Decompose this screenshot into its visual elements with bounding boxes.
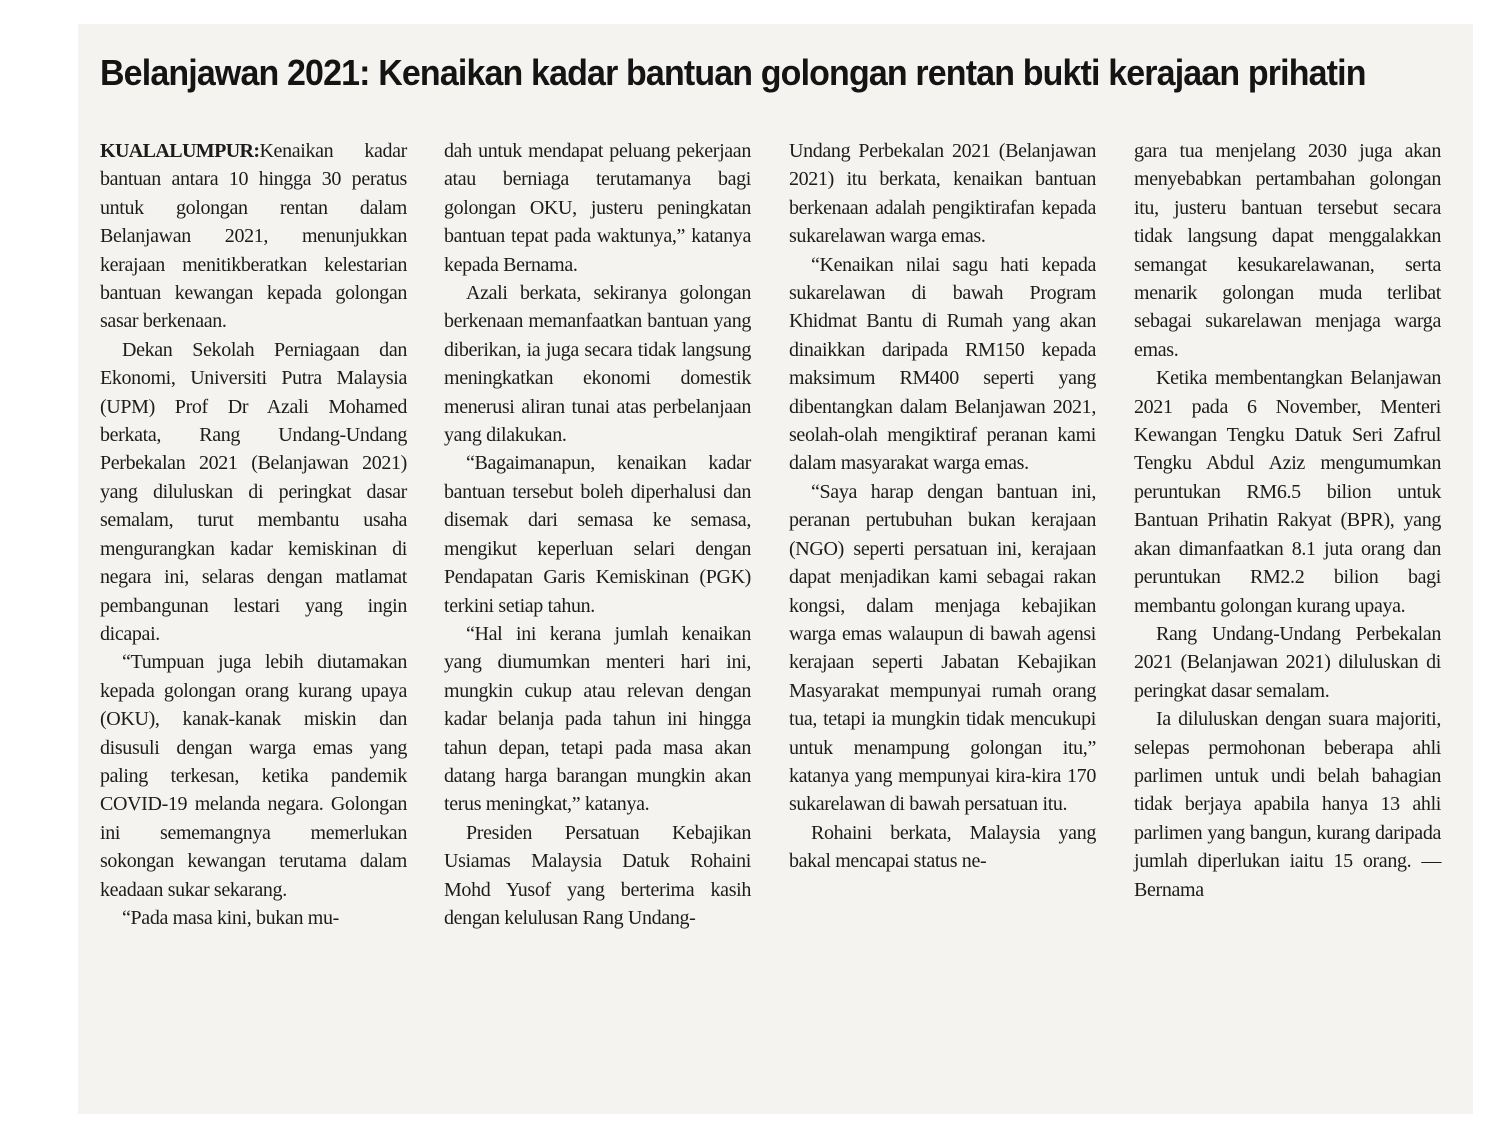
article-column-4	[1134, 137, 1441, 904]
paragraph: dah untuk mendapat peluang pekerjaan atau berniaga terutamanya bagi golongan OKU, justeru peningkatan bantuan tepat pada waktunya,” katanya kepada Bernama.	[444, 140, 751, 276]
paragraph: “Bagaimanapun, kenaikan kadar bantuan tersebut boleh diperhalusi dan disemak dari semasa ke semasa, mengikut keperluan selari dengan Pendapatan Garis Kemiskinan (PGK) terkini setiap tahun.	[444, 452, 751, 617]
article-column-2	[444, 137, 751, 932]
dateline: KUALALUMPUR:	[100, 140, 260, 162]
paragraph: Undang Perbekalan 2021 (Belanjawan 2021) itu berkata, kenaikan bantuan berkenaan adalah pengiktirafan kepada sukarelawan warga emas.	[789, 140, 1096, 248]
paragraph: Presiden Persatuan Kebajikan Usiamas Malaysia Datuk Rohaini Mohd Yusof yang berterima kasih dengan kelulusan Rang Undang-	[444, 821, 751, 929]
paragraph: “Hal ini kerana jumlah kenaikan yang diumumkan menteri hari ini, mungkin cukup atau relevan dengan kadar belanja pada tahun ini hingga tahun depan, tetapi pada masa akan datang harga barangan mungkin akan terus meningkat,” katanya.	[444, 622, 751, 816]
paragraph: “Tumpuan juga lebih diutamakan kepada golongan orang kurang upaya (OKU), kanak-kanak miskin dan disusuli dengan warga emas yang paling terkesan, ketika pandemik COVID-19 melanda negara. Golongan ini sememangnya memerlukan sokongan kewangan terutama dalam keadaan sukar sekarang.	[100, 651, 407, 901]
paragraph: “Pada masa kini, bukan mu-	[122, 906, 339, 929]
paragraph: Rang Undang-Undang Perbekalan 2021 (Belanjawan 2021) diluluskan di peringkat dasar semalam.	[1134, 622, 1441, 702]
paragraph: Azali berkata, sekiranya golongan berkenaan memanfaatkan bantuan yang diberikan, ia juga secara tidak langsung meningkatkan ekonomi domestik menerusi aliran tunai atas perbelanjaan yang dilakukan.	[444, 282, 751, 447]
paragraph: Dekan Sekolah Perniagaan dan Ekonomi, Universiti Putra Malaysia (UPM) Prof Dr Azali Mohamed berkata, Rang Undang-Undang Perbekalan 2021 (Belanjawan 2021) yang diluluskan di peringkat dasar semalam, turut membantu usaha mengurangkan kadar kemiskinan di negara ini, selaras dengan matlamat pembangunan lestari yang ingin dicapai.	[100, 338, 407, 645]
article-column-3	[789, 137, 1096, 876]
paragraph	[100, 137, 407, 336]
paragraph: gara tua menjelang 2030 juga akan menyebabkan pertambahan golongan itu, justeru bantuan tersebut secara tidak langsung dapat menggalakkan semangat kesukarelawanan, serta menarik golongan muda terlibat sebagai sukarelawan menjaga warga emas.	[1134, 140, 1441, 361]
article-headline: Belanjawan 2021: Kenaikan kadar bantuan golongan rentan bukti kerajaan prihatin	[100, 52, 1366, 93]
paragraph: “Saya harap dengan bantuan ini, peranan pertubuhan bukan kerajaan (NGO) seperti persatuan ini, kerajaan dapat menjadikan kami sebagai rakan kongsi, dalam menjaga kebajikan warga emas walaupun di bawah agensi kerajaan seperti Jabatan Kebajikan Masyarakat mempunyai rumah orang tua, tetapi ia mungkin tidak mencukupi untuk menampung golongan itu,” katanya yang mempunyai kira-kira 170 sukarelawan di bawah persatuan itu.	[789, 480, 1096, 816]
paragraph: Ia diluluskan dengan suara majoriti, selepas permohonan beberapa ahli parlimen untuk undi belah bahagian tidak berjaya apabila hanya 13 ahli parlimen yang bangun, kurang daripada jumlah diperlukan iaitu 15 orang. — Bernama	[1134, 708, 1441, 901]
article-column-1	[100, 137, 407, 932]
paragraph: “Kenaikan nilai sagu hati kepada sukarelawan di bawah Program Khidmat Bantu di Rumah yang akan dinaikkan daripada RM150 kepada maksimum RM400 seperti yang dibentangkan dalam Belanjawan 2021, seolah-olah mengiktiraf peranan kami dalam masyarakat warga emas.	[789, 253, 1096, 475]
paragraph: Rohaini berkata, Malaysia yang bakal mencapai status ne-	[789, 821, 1096, 873]
paragraph-text: Kenaikan kadar bantuan antara 10 hingga 30 peratus untuk golongan rentan dalam Belanjawan 2021, menunjukkan kerajaan menitikberatkan kelestarian bantuan kewangan kepada golongan sasar berkenaan.	[100, 140, 407, 333]
paragraph: Ketika membentangkan Belanjawan 2021 pada 6 November, Menteri Kewangan Tengku Datuk Seri Zafrul Tengku Abdul Aziz mengumumkan peruntukan RM6.5 bilion untuk Bantuan Prihatin Rakyat (BPR), yang akan dimanfaatkan 8.1 juta orang dan peruntukan RM2.2 bilion bagi membantu golongan kurang upaya.	[1134, 367, 1441, 617]
